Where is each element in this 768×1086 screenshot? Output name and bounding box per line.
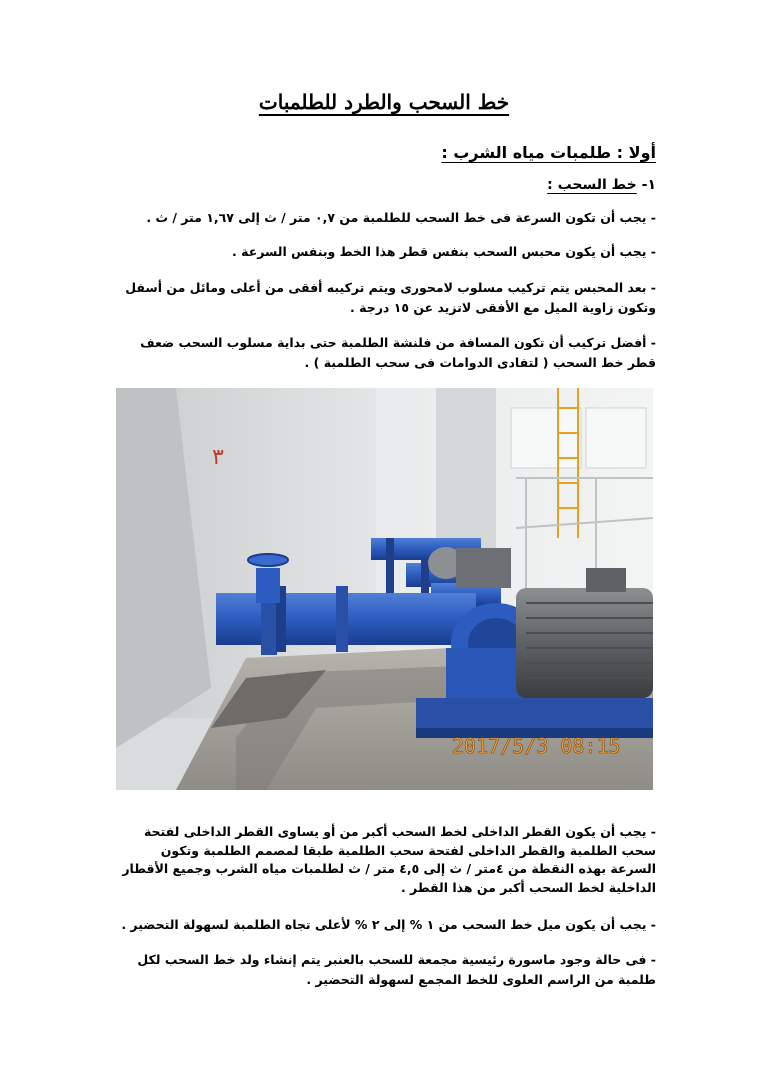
paragraph-reducer-distance: - أفضل تركيب أن تكون المسافة من فلنشة الطلمبة حتى بداية مسلوب السحب ضعف قطر خط السحب ( لتفادى الدوامات فى سحب الطلمبة ) . [140, 335, 656, 370]
wall-mark: ٣ [212, 445, 224, 470]
subsection-label: خط السحب : [547, 177, 637, 193]
section-heading: أولا : طلمبات مياه الشرب : [441, 143, 656, 162]
paragraph-suction-slope: - يجب أن يكون ميل خط السحب من ١ % إلى ٢ % لأعلى تجاه الطلمبة لسهولة التحضير . [121, 917, 656, 932]
paragraph-suction-valve: - يجب أن يكون محبس السحب بنفس قطر هذا الخط وبنفس السرعة . [232, 244, 656, 259]
subsection-number: ١- [641, 177, 656, 193]
paragraph-inner-diameter: - يجب أن يكون القطر الداخلى لخط السحب أكبر من أو يساوى القطر الداخلى لفتحة سحب الطلمبة والقطر الداخلى لفتحة سحب الطلمبة طبقا لمصمم الطلمبة وتكون السرعة بهذه النقطة من ٤متر / ث إلى ٤,٥ متر / ث لطلمبات مياه الشرب وجميع الأقطار الداخلية لخط السحب أكبر من هذا القطر . [122, 824, 656, 895]
pump-room-photo [116, 388, 653, 790]
document-title: خط السحب والطرد للطلمبات [258, 90, 510, 114]
subsection-heading [112, 177, 656, 193]
paragraph-suction-velocity: - يجب أن تكون السرعة فى خط السحب للطلمبة من ٠,٧ متر / ث إلى ١,٦٧ متر / ث . [146, 210, 656, 225]
paragraph-eccentric-reducer: - بعد المحبس يتم تركيب مسلوب لامحورى ويتم تركيبه أفقى من أعلى ومائل من أسفل وتكون زاوية الميل مع الأفقى لاتزيد عن ١٥ درجة . [125, 280, 656, 315]
paragraph-main-header-pipe: - فى حالة وجود ماسورة رئيسية مجمعة للسحب بالعنبر يتم إنشاء ولد خط السحب لكل طلمبة من الراسم العلوى للخط المجمع لسهولة التحضير . [137, 952, 656, 987]
photo-timestamp: 2017/5/3 08:15 [452, 734, 621, 758]
